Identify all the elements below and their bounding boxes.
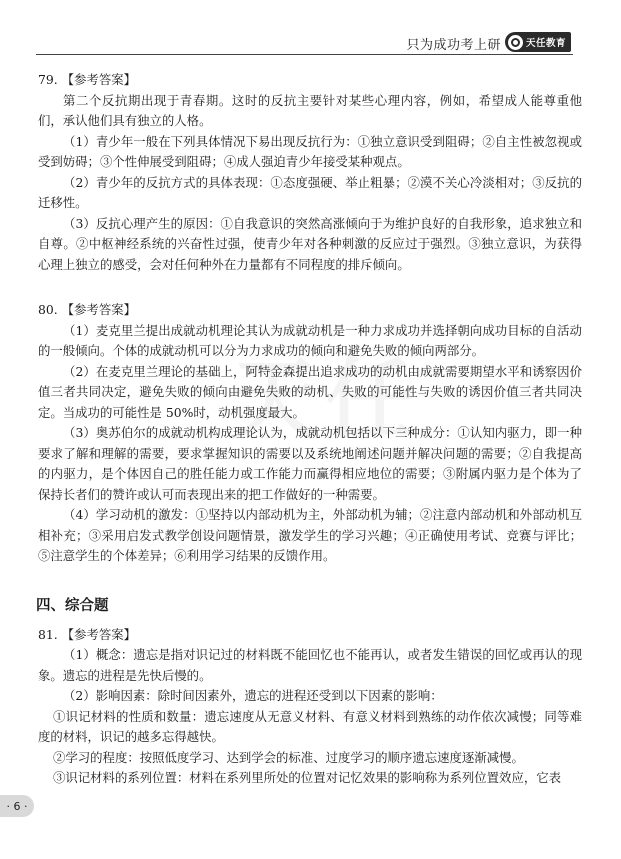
brand-logo [505,32,571,52]
document-body [38,70,582,789]
q79-paragraph-1: 第二个反抗期出现于青春期。这时的反抗主要针对某些心理内容，例如，希望成人能尊重他们，承认他们具有独立的人格。 [38,92,582,128]
q81-paragraph-2: （2）影响因素：除时间因素外，遗忘的进程还受到以下因素的影响： [63,688,443,703]
page-number: · 6 · [0,795,34,817]
q80-paragraph-4: （4）学习动机的激发：①坚持以内部动机为主，外部动机为辅；②注意内部动机和外部动机互相补充；③采用启发式教学创设问题情景，激发学生的学习兴趣；④正确使用考试、竞赛与评比；⑤注意学生的个体差异；⑥利用学习结果的反馈作用。 [38,507,582,563]
q81-paragraph-1: （1）概念：遗忘是指对识记过的材料既不能回忆也不能再认，或者发生错误的回忆或再认的现象。遗忘的进程是先快后慢的。 [38,647,582,683]
q79-heading: 79. 【参考答案】 [38,72,136,87]
logo-text: 天任教育 [526,38,567,49]
page-header [0,0,621,62]
q81-heading: 81. 【参考答案】 [38,626,136,642]
q79-paragraph-3: （2）青少年的反抗方式的具体表现：①态度强硬、举止粗暴；②漠不关心冷淡相对；③反抗的迁移性。 [38,174,582,210]
q80-heading: 80. 【参考答案】 [38,302,136,317]
q79-paragraph-2: （1）青少年一般在下列具体情况下易出现反抗行为：①独立意识受到阻碍；②自主性被忽视或受到妨碍；③个性伸展受到阻碍；④成人强迫青少年接受某种观点。 [38,133,582,169]
q80-paragraph-3: （3）奥苏伯尔的成就动机构成理论认为，成就动机包括以下三种成分：①认知内驱力，即一种要求了解和理解的需要，要求掌握知识的需要以及系统地阐述问题并解决问题的需要；②自我提高的内驱力，是个体因自己的胜任能力或工作能力而赢得相应地位的需要；③附属内驱力是个体为了保持长者们的赞许或认可而表现出来的把工作做好的一种需要。 [38,425,582,502]
logo-emblem-icon [508,35,523,50]
q79-paragraph-4: （3）反抗心理产生的原因：①自我意识的突然高涨倾向于为维护良好的自我形象，追求独立和自尊。②中枢神经系统的兴奋性过强，使青少年对各种刺激的反应过于强烈。③独立意识，为获得心理上独立的感受，会对任何种外在力量都有不同程度的排斥倾向。 [38,215,582,272]
q81-paragraph-3: ①识记材料的性质和数量：遗忘速度从无意义材料、有意义材料到熟练的动作依次减慢；同等难度的材料，识记的越多忘得越快。 [38,708,582,744]
q80-paragraph-1: （1）麦克里兰提出成就动机理论其认为成就动机是一种力求成功并选择朝向成功目标的自活动的一般倾向。个体的成就动机可以分为力求成功的倾向和避免失败的倾向两部分。 [38,322,582,358]
q80-paragraph-2: （2）在麦克里兰理论的基础上，阿特金森提出追求成功的动机由成就需要期望水平和诱察因价值三者共同决定，避免失败的倾向由避免失败的动机、失败的可能性与失败的诱因价值三者共同决定。当成功的可能性是 50%时，动机强度最大。 [38,363,582,420]
q81-paragraph-4: ②学习的程度：按照低度学习、达到学会的标准、过度学习的顺序遗忘速度逐渐减慢。 [53,749,524,765]
header-slogan: 只为成功考上研 [406,38,501,53]
section-title: 四、综合题 [36,597,109,614]
header-divider [36,54,573,55]
q81-paragraph-5: ③识记材料的系列位置：材料在系列里所处的位置对记忆效果的影响称为系列位置效应，它表 [53,770,562,785]
